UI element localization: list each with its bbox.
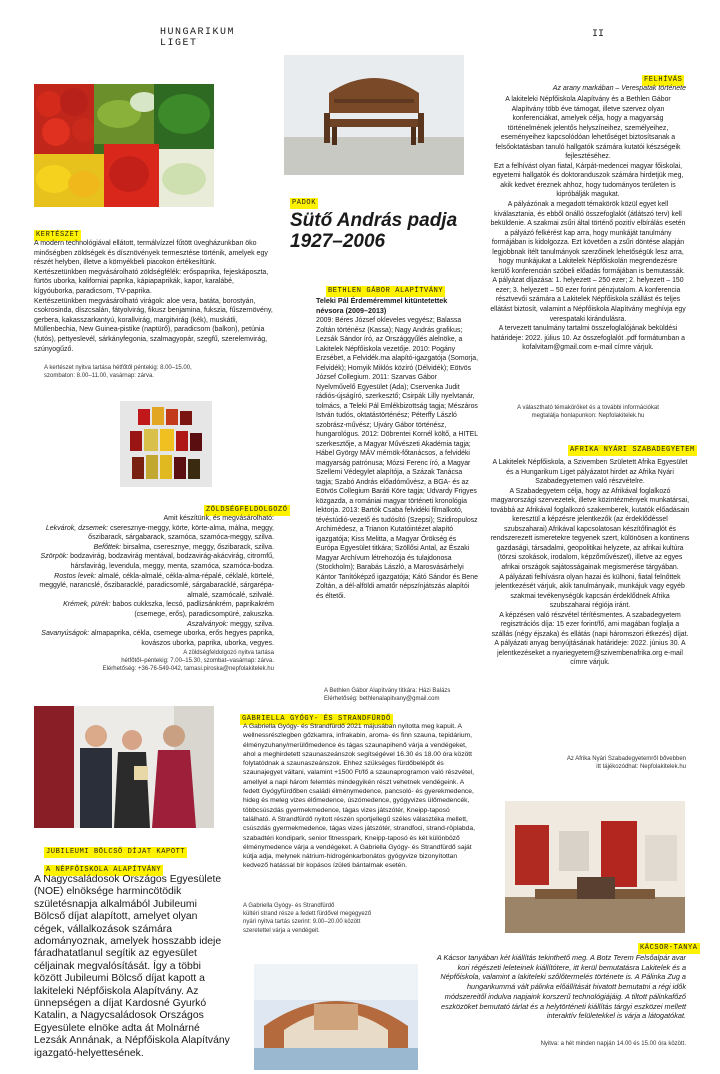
zoldseg-l2-label: Befőttek: [93,543,122,551]
page-number: II [592,29,605,40]
padok-title-years: 1927–2006 [290,231,386,252]
jubileumi-tag-line2: A NÉPFŐISKOLA ALAPÍTVÁNY [46,866,162,874]
afrika-tag: AFRIKA NYÁRI SZABADEGYETEM [570,446,695,454]
zoldseg-l4-text: almalé, cékla-almalé, cékla-alma-répalé, céklalé, körtelé, meggylé, narancslé, őszibaracklé, paradicsomlé, sárgabaracklé, sárgarépa-almalé, szamócalé, szilvalé. [39,572,274,599]
bethlen-note: A Bethlen Gábor Alapítvány titkára: Házi Balázs Elérhetőség: bethlenalapitvany@gmail.com [324,688,451,703]
kerteszet-body: A modern technológiával ellátott, termálvízzel fűtött üvegházunkban öko minőségben zöldségek és dísznövények termesztése történik, amelyek egy részét helyben, illetve a környékbeli piacokon értékesítünk. Kertészetünkben megvásárolható zöldségfélék: erőspaprika, fejeskáposzta, fürtös uborka, kaliforniai paprika, kápiapaprikák, kapor, karalábé, kígyóuborka, paradicsom, TV-paprika. Kertészetünkben megvásárolható virágok: aloe vera, batáta, borostyán, csokrosinda, díszcsalán, fátyolvirág, fikusz benjamina, fukszia, fűszernövény, gerbera, kakasszarkantyú, korallvirág, margitvirág (kék), muskátli, Müllenbechia, New Guinea-pistike (naptürő), paradicsom (balkon), petúnia (futós), pettyeslevél, sárkányfegonia, szalmagyopár, szegfű, szerelemvirág, szúnyogűző. [34,240,273,353]
jubileumi-section [44,840,187,876]
padok-title-name: Sütő András padja [290,210,458,231]
header-line2: LIGET [160,38,198,49]
zoldseg-note: A zöldségfeldolgozó nyitva tartása hétfőtől–péntekig: 7.00–15.30, szombat–vasárnap: zárva. Elérhetőség: +36-76-549-042, tamasi.piroska@nepfolakitelek.hu [102,650,274,673]
gabriella-note: A Gabriella Gyógy- és Strandfürdő kültéri strand része a fedett fürdővel megegyező nyári nyitva tartás szerint: 9.00–20.00 között szeretettel várja a vendégeit. [243,903,372,934]
kacsor-tag: KÁCSOR-TANYA [640,944,698,952]
zoldseg-l1-label: Lekvárok, dzsemek: [45,524,109,532]
felhivas-note: A választható témaköröket és a további információkat megtalálja honlapunkon: Nepfolakitelek.hu [517,405,659,420]
felhivas-tag: FELHÍVÁS [644,76,683,84]
bethlen-section [326,279,445,297]
gabriella-body: A Gabriella Gyógy- és Strandfürdő 2021 májusában nyitotta meg kapuit. A wellnessrészlegben gőzkamra, infrakabin, aroma- és finn szauna, tepidárium, élményzuhany/merülőmedence és tágas szaunapihenő várja a vendégeket, ahol a meghirdetett szaunaszeánszok segítségével 16.30 és 18.00 óra között folytatódnak a szaunaszeánszok. Ehhez szükséges fürdőbelépőt és szaunajegyet váltani, valamint +1500 Ft/fő a szaunaprogramon való részvétel, amellyel a napi három felemtés mindegyikén részt vehetnek vendégeink. A fedett Gyógyfürdőben családi élménymedence, pancsoló- és gyerekmedence, hideg és meleg vizes élőmedence, úszómedence, gyógyvizes ülőmedencék, többcsúszdás gyermekmedence, tágas vizes játszótér, Kneipp-taposó található. A Strandfürdő nyitott részén sportjellegű széles választéka mellett, csúszdás gyermekmedence, tágas vizes játszótér, strandfoci, strand-röplabda, szabadtéri kondipark, senior fitnesspark, Kneipp-taposó és két különböző élménymedence várja a vendégeket. A Gabriella Gyógy- és Strandfürdő saját kútja adja, melynek nátrium-hidrogénkarbonátos gyógyvize bizonyítottan kedvező hatással bír kopásos ízületi bántalmak esetén. [243,723,475,870]
zoldseg-l6-label: Aszalványok: [186,620,229,628]
zoldseg-l5-label: Krémek, pürék: [63,601,111,609]
jars-photo [120,401,212,487]
zoldseg-tag: ZÖLDSÉGFELDOLGOZÓ [206,506,288,514]
zoldseg-body [34,514,274,648]
kacsor-section [638,936,700,954]
kerteszet-tag: KERTÉSZET [36,231,80,239]
magazine-header [160,27,235,49]
zoldseg-l3-label: Szörpök: [40,553,69,561]
bench-photo [284,55,464,175]
bethlen-heading: Teleki Pál Érdeméremmel kitüntetettek névsora (2009–2013) [316,296,448,315]
zoldseg-l2-text: birsalma, cseresznye, meggy, őszibarack, szilva. [121,543,274,551]
award-photo [34,706,214,828]
afrika-body: A Lakitelek Népfőiskola, a Szivemben Született Afrika Egyesület és a Hungarikum Liget pályázatot hirdet az Afrika Nyári Szabadegyetemen való részvételre. A Szabadegyetem célja, hogy az Afrikával foglalkozó magyarországi szervezetek, illetve közintézmények munkatársai, továbbá az Afrikával foglalkozó szakemberek, kutatók előadásain keresztül a képzésre jelentkezők (az érdeklődéssel szubszaharai) Afrikával kapcsolatosan készítőfinaglót és rendszerezett ismeretekre tegyenek szert, különösen a kontinens gazdasági, társadalmi, geopolitikai helyzete, az afrikai kultúra (törzsi szokások, irodalom, képzőművészet), illetve az egyes afrikai országok sajátosságainak megismerése tárgyában. A pályázati felhívásra olyan hazai és külhoni, fiatal felnőttek jelentkezését várjuk, akik tanulmányaik, munkájuk vagy egyéb szakmai tevékenységük kapcsán érdeklődnek Afrika szubszaharai régiója iránt. A képzésen való részvétel térítésmentes. A szabadegyetem regisztrációs díja: 15 ezer forint/fő, ami magában foglalja a szállás (négy éjszaka) és ellátás (napi háromszori étkezés) díjat. A pályázati anyag benyújtásának határideje: 2022. június 30. A jelentkezéseket a nyariegyetem@szivembenafrika.org e-mail címre várjuk. [490,459,690,667]
padok-section [290,191,318,209]
padok-tag: PADOK [292,199,317,207]
kacsor-photo [505,801,685,933]
zoldseg-l6-text: meggy, szilva. [228,620,274,628]
afrika-section [568,438,697,456]
zoldseg-l7-label: Savanyúságok: [41,630,90,638]
zoldseg-l7-text: almapaprika, cékla, csemege uborka, erős hegyes paprika, kovászos uborka, paprika, uborka, vegyes. [89,630,274,647]
jubileumi-body: A Nagycsaládosok Országos Egyesülete (NOE) elnöksége harmincötödik születésnapja alkalmából Jubileumi Bölcső díjat alapított, amelyet olyan cégek, vállalkozások számára adományoznak, amelyek hosszabb ideje fáradhatatlanul segítik az egyesület céljainak megvalósítását. Így a többi között Jubileumi Bölcső díjat kapott a lakiteleki Népfőiskola Alapítvány. Az ünnepségen a díjat Kardosné Gyurkó Katalin, a Nagycsaládosok Országos Egyesülete elnöke adta át Molnárné Lezsák Annának, a Népfőiskola Alapítvány igazgató-helyettesének. [34,874,230,1059]
felhivas-body: A lakiteleki Népfőiskola Alapítvány és a Bethlen Gábor Alapítvány több éve támogat, illetve szervez olyan konferenciákat, amelyek célja, hogy a magyarság történelmének jelentős helyszíneihez, személyeihez, eseményeihez kapcsolódóan lehetőséget biztosítsanak a felsőoktatásban tanuló hallgatók számára kutatói készségeik fejlesztéséhez. Ezt a felhívást olyan fiatal, Kárpát-medencei magyar főiskolai, egyetemi hallgatók és doktoranduszok számára hirdetjük meg, akik kedvet éreznek ahhoz, hogy tudományos területen is kipróbálják magukat. A pályázónak a megadott témakörök közül egyet kell kiválasztania, és ebből önálló összefoglalót (átlátszó terv) kell beküldenie. A szakmai zsűri által történő pozitív elbírálás esetén a pályázó felkérést kap arra, hogy munkáját tanulmány formájában is kidolgozza. Ezt követően a zsűri döntése alapján legjobbnak ítélt tanulmányok szerzőinek lehetőségük lesz arra, hogy munkájukat a Lakitelek Népfőiskolán megrendezésre kerülő konferencián szóbeli előadás formájában is bemutassák. A pályázat díjazása: 1. helyezett – 250 ezer; 2. helyezett – 150 ezer; 3. helyezett – 50 ezer forint pénzjutalom. A konferencia résztvevői számára a Lakitelek Népfőiskola szállást és teljes ellátást biztosít, valamint a Népfőiskola Alapítvány meghívja egy verespataki kirándulásra. A tervezett tanulmány tartalmi összefoglalójának beküldési határideje: 2022. július 10. Az összefoglalót .pdf formátumban a kofalvitam@gmail.com e-mail címre várjuk. [490,96,686,352]
bethlen-tag: BETHLEN GÁBOR ALAPÍTVÁNY [328,287,444,295]
bethlen-body: 2009: Béres József okleveles vegyész; Balassa Zoltán történész (Kassa); Nagy András grafikus; Lezsák Sándor író, az Országgyűlés alelnöke, a Lakitelek Népfőiskola vezetője. 2010: Pogány Erzsébet, a Felvidék.ma alapító-igazgatója (Somorja, Felvidék); Hornyik Miklós közíró (Délvidék); Eötvös József Collegium. 2011: Szarvas Gábor Nyelvművelő Egyesület (Ada); Cservenka Judit rádiós-újságíró, szerkesztő; Csirpák Lilly nyelvtanár, tolmács, a Teleki Pál Emlékbizottság tagja; Mészáros István tudós, oktatástörténész; Péterffy László szobrász-művész; Ujváry Gábor történész, hungarológus. 2012: Döbrentei Kornél költő, a HITEL szerkesztője, a Magyar Művészeti Akadémia tagja; Hábel György MÁV mérnök-főtanácsos, a felvidéki magyarság patrónusa; Mózsi Ferenc író, a Magyar Szellemi Védegylet alapítója, a Százak Tanácsa tagja; Szabó András előadóművész, a BGA- és az Eötvös Collegium Baráti Köre tagja; Udvardy Frigyes közgazda, a romániai magyar történeti kronológia lektorja. 2013: Bartók Csaba felvidéki filmalkotó, tévéstúdió-vezető és tudósító (Szepsi); Szidiropulosz Archimédesz, a Trianon Kutatóintézet alapító igazgatója; Kiss Melitta, a Magyar Örökség és Európa Egyesület titkára; Szöllősi Antal, az Északi Magyar Archívum létrehozója és tulajdonosa (Stockholm); Barabás László, a Marosvásárhelyi Kántor Tanítóképző igazgatója; Kátó Sándor és Bene Zoltán, a dél-alföldi amatőr népszínjátszás alapítói és éltetői. [316,317,479,600]
kacsor-body: A Kácsor tanyában két kiállítás tekinthető meg. A Botz Terem Felsőalpár avar kori régészeti leleteinek kiállítótere, itt kerül bemutatásra Lakitelek és a Népfőiskola, valamint a lakiteleki szőlőtermelés története is. A Pálinka Zug a hungarikummá vált pálinka előállítását hivatott bemutatni a régi idők módszereitől indulva napjaink korszerű technológiájáig. A tiltott pálinkafőző eszközöket bemutató tárlat és a helytörténeti kiállítás tárgyi eszközei mellett interaktív felületekkel is várja a látogatókat. [436,953,686,1021]
zoldseg-l5-text: babos cukkszka, lecsó, padlizsánkrém, paprikakrém (csemege, erős), paradicsompüré, zakuszka. [110,601,274,618]
afrika-note: Az Afrika Nyári Szabadegyetemről bővebben itt tájékozódhat: Nepfolakitelek.hu [566,756,686,771]
gabriella-tag: GABRIELLA GYÓGY- ÉS STRANDFÜRDŐ [242,715,391,723]
zoldseg-l3-text: bodzavirág, bodzavirág mentával, bodzavirág-akácvirág, citromfű, hársfavirág, levendula, meggy, menta, szamóca, szamóca-bodza. [68,553,274,570]
kerteszet-note: A kertészet nyitva tartása hétfőtől péntekig: 8.00–15.00, szombaton: 8.00–11.00, vasárnap: zárva. [44,365,192,380]
jubileumi-tag-line1: JUBILEUMI BÖLCSŐ DÍJAT KAPOTT [46,848,186,856]
vegetables-photo [34,84,214,207]
padok-title [290,210,470,252]
bath-photo [254,964,418,1070]
zoldseg-l4-label: Rostos levek: [54,572,97,580]
zoldseg-intro: Amit készítünk, és megvásárolható: [163,515,274,522]
zoldseg-l1-text: cseresznye-meggy, körte, körte-alma, málna, meggy, őszibarack, sárgabarack, szamóca, szamóca-meggy, szilva. [88,524,274,542]
kacsor-note: Nyitva: a hét minden napján 14.00 és 15.00 óra között. [540,1041,686,1047]
felhivas-subtitle: Az arany markában – Verespatak története [552,85,686,92]
header-line1: HUNGARIKUM [160,27,236,38]
